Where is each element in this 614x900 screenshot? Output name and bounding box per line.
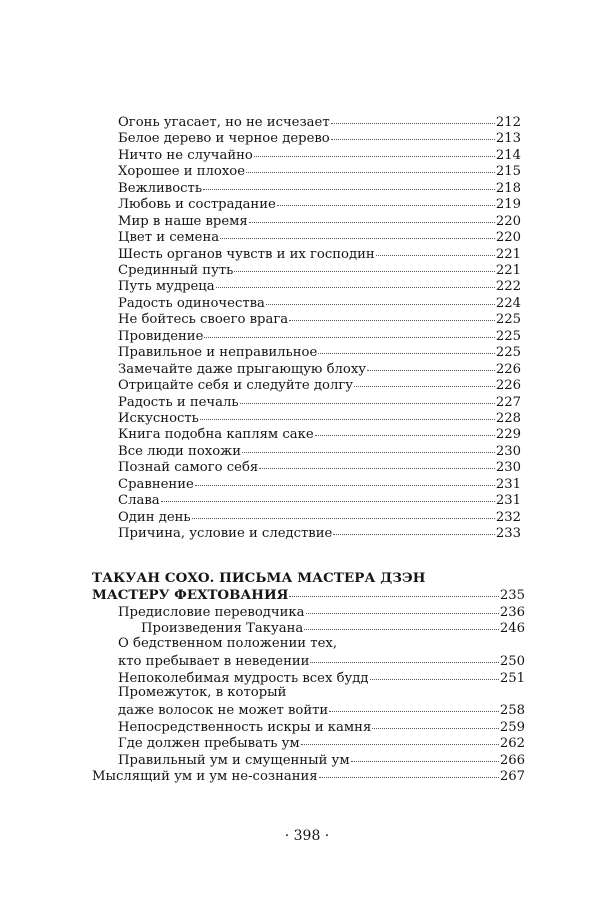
toc-entry[interactable] — [118, 425, 521, 441]
toc-entry-page: 221 — [495, 247, 521, 262]
toc-entry-title: Шесть органов чувств и их господин — [118, 247, 375, 262]
toc-entry-page: 231 — [495, 477, 521, 492]
toc-entry-page: 226 — [495, 362, 521, 377]
toc-entry-page: 251 — [499, 671, 525, 686]
toc-entry-title: Не бойтесь своего врага — [118, 312, 289, 327]
toc-entry[interactable] — [118, 524, 521, 540]
toc-entry-title: Любовь и сострадание — [118, 197, 276, 212]
dot-leader — [254, 144, 495, 157]
dot-leader — [203, 177, 495, 190]
toc-entry-page: 226 — [495, 378, 521, 393]
dot-leader — [306, 601, 499, 614]
dot-leader — [354, 374, 495, 387]
dot-leader — [240, 391, 495, 404]
dot-leader — [259, 456, 495, 469]
toc-entry-page: 233 — [495, 526, 521, 541]
toc-entry-page: 212 — [495, 115, 521, 130]
toc-entry[interactable] — [118, 343, 521, 359]
section-heading-entry[interactable] — [92, 586, 525, 602]
dot-leader — [367, 358, 495, 371]
dot-leader — [301, 732, 499, 745]
toc-entry-page: 259 — [499, 720, 525, 735]
dot-leader — [310, 650, 498, 663]
toc-entry-page: 231 — [495, 493, 521, 508]
toc-entry-title: Мир в наше время — [118, 214, 248, 229]
toc-entry-title: Мыслящий ум и ум не-сознания — [92, 769, 318, 784]
toc-entry-page: 227 — [495, 395, 521, 410]
toc-entry-page: 246 — [499, 621, 525, 636]
toc-entry-title: Книга подобна каплям саке — [118, 427, 314, 442]
toc-entry-title: Белое дерево и черное дерево — [118, 131, 330, 146]
dot-leader — [246, 160, 495, 173]
toc-entry-page: 225 — [495, 312, 521, 327]
dot-leader — [161, 489, 495, 502]
toc-entry-title: Ничто не случайно — [118, 148, 253, 163]
dot-leader — [372, 716, 499, 729]
toc-entry-title: Отрицайте себя и следуйте долгу — [118, 378, 354, 393]
toc-entry-title: Произведения Такуана — [141, 621, 304, 636]
toc-entry-plight-line1: О бедственном положении тех, — [118, 636, 338, 651]
toc-entry-page: 222 — [495, 279, 521, 294]
dot-leader — [220, 226, 495, 239]
dot-leader — [204, 325, 494, 338]
dot-leader — [200, 407, 495, 420]
toc-entry-title: Искусность — [118, 411, 199, 426]
toc-entry[interactable] — [118, 162, 521, 178]
toc-entry[interactable] — [118, 458, 521, 474]
toc-entry-page: 219 — [495, 197, 521, 212]
toc-entry-page: 221 — [495, 263, 521, 278]
toc-entry-page: 258 — [499, 703, 525, 718]
toc-entry-title: Где должен пребывать ум — [118, 736, 300, 751]
toc-entry-interval[interactable] — [118, 701, 525, 717]
dot-leader — [195, 473, 495, 486]
toc-entry-page: 220 — [495, 214, 521, 229]
toc-entry-page: 213 — [495, 131, 521, 146]
dot-leader — [370, 667, 499, 680]
section-heading-page: 235 — [499, 588, 525, 603]
toc-entry-page: 236 — [499, 605, 525, 620]
toc-entry[interactable] — [118, 310, 521, 326]
dot-leader — [266, 292, 495, 305]
dot-leader — [376, 243, 495, 256]
dot-leader — [304, 617, 499, 630]
toc-entry-page: 228 — [495, 411, 521, 426]
toc-entry-title: Цвет и семена — [118, 230, 220, 245]
toc-entry-title: Непосредственность искры и камня — [118, 720, 372, 735]
toc-entry-title: Один день — [118, 510, 191, 525]
toc-entry[interactable] — [118, 228, 521, 244]
toc-entry-title: Все люди похожи — [118, 444, 242, 459]
toc-entry-title: Хорошее и плохое — [118, 164, 246, 179]
toc-entry-title: Причина, условие и следствие — [118, 526, 333, 541]
toc-entry-page: 230 — [495, 444, 521, 459]
toc-entry-page: 214 — [495, 148, 521, 163]
toc-entry-works[interactable] — [141, 619, 525, 635]
toc-entry-title: Правильный ум и смущенный ум — [118, 753, 350, 768]
dot-leader — [242, 440, 495, 453]
dot-leader — [331, 111, 495, 124]
toc-entry-page: 220 — [495, 230, 521, 245]
dot-leader — [318, 341, 495, 354]
toc-entry-title: кто пребывает в неведении — [118, 654, 310, 669]
toc-entry[interactable] — [118, 195, 521, 211]
section-heading-line2: МАСТЕРУ ФЕХТОВАНИЯ — [92, 587, 289, 603]
page-number: · 398 · — [284, 828, 330, 844]
toc-entry-title: Срединный путь — [118, 263, 234, 278]
toc-entry-page: 215 — [495, 164, 521, 179]
toc-entry[interactable] — [118, 491, 521, 507]
dot-leader — [333, 522, 495, 535]
toc-entry-title: Познай самого себя — [118, 460, 259, 475]
toc-entry-title: Вежливость — [118, 181, 203, 196]
dot-leader — [192, 506, 495, 519]
toc-entry-title: Сравнение — [118, 477, 194, 492]
section-heading-line1: ТАКУАН СОХО. ПИСЬМА МАСТЕРА ДЗЭН — [92, 570, 426, 586]
toc-entry[interactable] — [118, 277, 521, 293]
dot-leader — [289, 584, 498, 597]
toc-entry-page: 218 — [495, 181, 521, 196]
toc-entry-title: Провидение — [118, 329, 204, 344]
dot-leader — [329, 699, 499, 712]
toc-entry-title: даже волосок не может войти — [118, 703, 329, 718]
toc-entry-page: 266 — [499, 753, 525, 768]
toc-entry-title: Радость одиночества — [118, 296, 265, 311]
toc-entry[interactable] — [118, 376, 521, 392]
toc-entry-page: 225 — [495, 345, 521, 360]
toc-entry-thinking-mind[interactable] — [92, 767, 525, 783]
dot-leader — [319, 765, 499, 778]
toc-entry-title: Непоколебимая мудрость всех будд — [118, 671, 369, 686]
toc-entry-interval-line1: Промежуток, в который — [118, 685, 287, 700]
toc-entry-title: Путь мудреца — [118, 279, 215, 294]
dot-leader — [315, 423, 495, 436]
toc-entry-plight[interactable] — [118, 652, 525, 668]
toc-entry-page: 230 — [495, 460, 521, 475]
toc-entry-title: Радость и печаль — [118, 395, 239, 410]
toc-entry-where-mind[interactable] — [118, 734, 525, 750]
toc-entry-immovable[interactable] — [118, 669, 525, 685]
toc-entry-title: Предисловие переводчика — [118, 605, 305, 620]
toc-entry-title: Замечайте даже прыгающую блоху — [118, 362, 367, 377]
toc-entry[interactable] — [118, 129, 521, 145]
toc-entry-page: 267 — [499, 769, 525, 784]
dot-leader — [234, 259, 495, 272]
toc-entry-title: Правильное и неправильное — [118, 345, 318, 360]
toc-entry-title: Огонь угасает, но не исчезает — [118, 115, 330, 130]
dot-leader — [289, 308, 495, 321]
dot-leader — [351, 749, 499, 762]
dot-leader — [331, 127, 495, 140]
toc-entry-page: 262 — [499, 736, 525, 751]
dot-leader — [249, 210, 495, 223]
toc-entry-title: Слава — [118, 493, 160, 508]
toc-entry-page: 232 — [495, 510, 521, 525]
toc-entry-page: 225 — [495, 329, 521, 344]
dot-leader — [277, 193, 495, 206]
toc-entry-page: 224 — [495, 296, 521, 311]
dot-leader — [216, 275, 495, 288]
toc-entry-page: 229 — [495, 427, 521, 442]
toc-entry-page: 250 — [499, 654, 525, 669]
